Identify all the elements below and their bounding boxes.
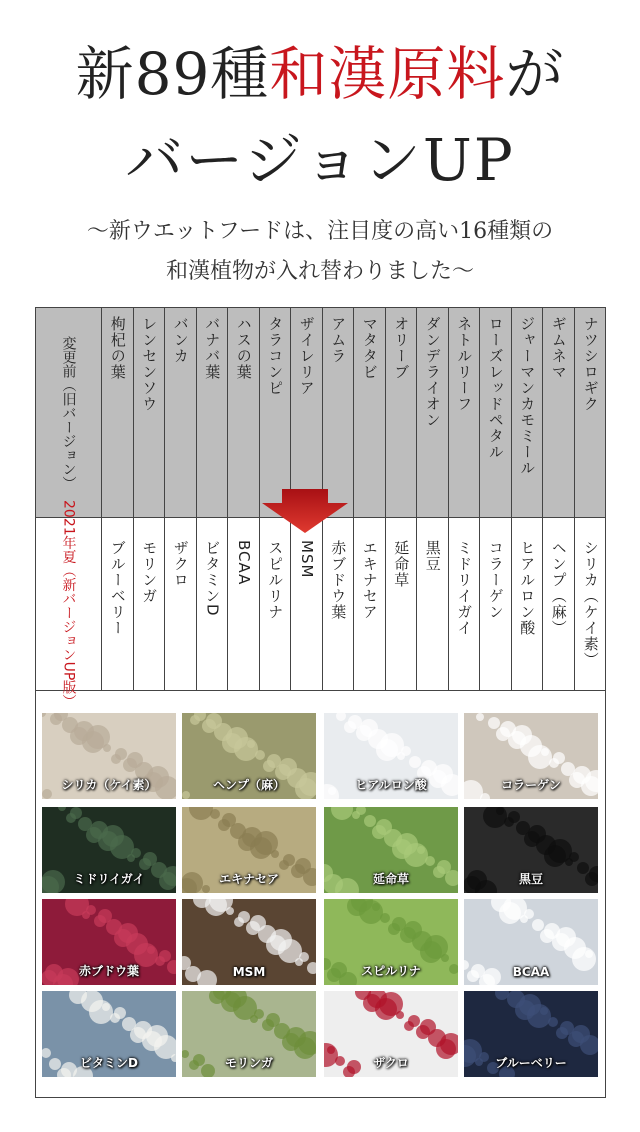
new-ingredient-name: モリンガ	[140, 540, 159, 604]
ingredient-photo-label: ザクロ	[373, 1056, 409, 1070]
ingredient-photo	[324, 713, 458, 799]
new-header-label: 2021年夏（新バージョンUP版）	[60, 499, 77, 709]
new-ingredient-cell	[323, 518, 355, 690]
subtitle-line2: 和漢植物が入れ替わりました～	[165, 259, 474, 284]
old-ingredient-cell	[543, 308, 575, 517]
new-ingredient-name: 赤ブドウ葉	[329, 540, 348, 620]
new-ingredient-cell	[543, 518, 575, 690]
old-ingredient-cell	[228, 308, 260, 517]
ingredient-photo	[42, 807, 176, 893]
old-ingredient-cell	[102, 308, 134, 517]
new-ingredient-cell	[102, 518, 134, 690]
old-ingredient-name: ジャーマンカモミール	[518, 316, 537, 476]
old-ingredient-cell	[197, 308, 229, 517]
new-ingredient-cell	[260, 518, 292, 690]
old-ingredient-name: ローズレッドペタル	[486, 316, 505, 460]
ingredient-photo	[464, 899, 598, 985]
old-header-label: 変更前（旧バージョン）	[60, 335, 77, 490]
old-ingredient-name: オリーブ	[392, 316, 411, 380]
ingredient-photo-label: ヘンプ（麻）	[212, 778, 285, 792]
old-ingredient-name: ハスの葉	[234, 316, 253, 380]
new-ingredient-cell	[386, 518, 418, 690]
ingredient-photo-label: 延命草	[372, 872, 409, 886]
new-ingredient-cell	[165, 518, 197, 690]
ingredient-photo	[182, 991, 316, 1077]
new-ingredient-cell	[575, 518, 607, 690]
ingredient-photo	[324, 899, 458, 985]
new-ingredient-cell	[512, 518, 544, 690]
ingredient-photo	[42, 713, 176, 799]
ingredient-photo	[324, 807, 458, 893]
old-ingredient-name: マタタビ	[360, 316, 379, 380]
old-ingredient-cell	[323, 308, 355, 517]
ingredient-photo-label: ヒアルロン酸	[355, 778, 427, 792]
ingredient-photo-label: モリンガ	[224, 1056, 273, 1070]
new-ingredient-cell	[354, 518, 386, 690]
ingredient-photo	[182, 899, 316, 985]
ingredient-photo-label: ミドリイガイ	[73, 872, 145, 886]
new-ingredient-name: BCAA	[234, 540, 253, 586]
title-part-new89: 新89種	[75, 40, 270, 108]
title-part-wakan: 和漢原料	[269, 40, 506, 108]
subtitle-line1: ～新ウエットフードは、注目度の高い16種類の	[86, 219, 554, 244]
new-ingredient-cell	[480, 518, 512, 690]
new-ingredient-name: 延命草	[392, 540, 411, 588]
old-ingredient-cell	[165, 308, 197, 517]
new-ingredient-name: ミドリイガイ	[455, 540, 474, 636]
old-ingredient-cell	[417, 308, 449, 517]
ingredient-photo-label: BCAA	[512, 965, 550, 979]
old-ingredient-cell	[386, 308, 418, 517]
old-ingredient-cell	[354, 308, 386, 517]
old-ingredient-name: ザイレリア	[297, 316, 316, 396]
old-ingredient-cell	[480, 308, 512, 517]
new-ingredient-name: シリカ（ケイ素）	[581, 540, 600, 668]
new-ingredient-name: ヒアルロン酸	[518, 540, 537, 636]
ingredient-photo-grid	[35, 691, 606, 1098]
ingredient-photo-label: コラーゲン	[501, 778, 561, 792]
old-ingredient-name: バナバ葉	[203, 316, 222, 380]
new-ingredient-name: ヘンプ（麻）	[549, 540, 568, 636]
ingredient-photo	[324, 991, 458, 1077]
new-ingredient-name: ザクロ	[171, 540, 190, 588]
old-ingredient-cell	[449, 308, 481, 517]
old-ingredient-name: アムラ	[329, 316, 348, 364]
old-ingredient-name: タラコンピ	[266, 316, 285, 396]
new-ingredient-name: スピルリナ	[266, 540, 285, 620]
new-ingredient-name: ブルーベリー	[108, 540, 127, 636]
old-ingredient-name: バンカ	[171, 316, 190, 364]
ingredient-photo	[42, 899, 176, 985]
new-ingredient-cell	[417, 518, 449, 690]
new-ingredient-name: エキナセア	[360, 540, 379, 620]
old-ingredient-cell	[260, 308, 292, 517]
new-ingredient-name: MSM	[297, 540, 316, 579]
new-version-row	[36, 499, 605, 709]
ingredient-photo	[464, 713, 598, 799]
new-ingredient-cell	[449, 518, 481, 690]
main-title-line2: バージョンUP	[125, 126, 515, 194]
new-ingredient-name: 黒豆	[423, 540, 442, 572]
ingredient-photo	[464, 991, 598, 1077]
new-ingredient-name: ビタミンD	[203, 540, 222, 617]
ingredient-photo	[182, 713, 316, 799]
new-ingredient-cell	[291, 518, 323, 690]
new-ingredient-cell	[228, 518, 260, 690]
old-ingredient-cell	[575, 308, 607, 517]
old-ingredient-cell	[512, 308, 544, 517]
old-ingredient-name: ダンデライオン	[423, 316, 442, 428]
new-ingredient-cell	[197, 518, 229, 690]
old-version-row	[36, 308, 605, 518]
ingredient-photo	[464, 807, 598, 893]
ingredient-photo-label: ビタミンD	[80, 1056, 138, 1070]
ingredient-photo-label: シリカ（ケイ素）	[61, 778, 157, 792]
ingredient-photo-label: スピルリナ	[361, 964, 421, 978]
old-ingredient-name: ギムネマ	[549, 316, 568, 380]
down-arrow-icon	[262, 489, 348, 533]
old-ingredient-name: レンセンソウ	[140, 316, 159, 412]
ingredient-photo-label: MSM	[232, 965, 266, 979]
old-ingredient-name: ネトルリーフ	[455, 316, 474, 412]
new-header-cell	[36, 499, 102, 709]
old-ingredient-cell	[134, 308, 166, 517]
old-ingredient-cell	[291, 308, 323, 517]
title-part-ga: が	[505, 40, 565, 108]
ingredient-photo-label: 黒豆	[518, 872, 543, 886]
new-ingredient-name: コラーゲン	[486, 540, 505, 620]
ingredient-photo-label: エキナセア	[219, 872, 279, 886]
ingredient-photo-label: 赤ブドウ葉	[78, 964, 139, 978]
old-header-cell	[36, 308, 102, 517]
old-ingredient-name: ナツシロギク	[581, 316, 600, 412]
ingredient-photo-label: ブルーベリー	[495, 1056, 567, 1070]
ingredient-photo	[42, 991, 176, 1077]
ingredient-photo	[182, 807, 316, 893]
old-ingredient-name: 枸杞の葉	[108, 316, 127, 380]
main-title-line1	[0, 38, 640, 110]
new-ingredient-cell	[134, 518, 166, 690]
